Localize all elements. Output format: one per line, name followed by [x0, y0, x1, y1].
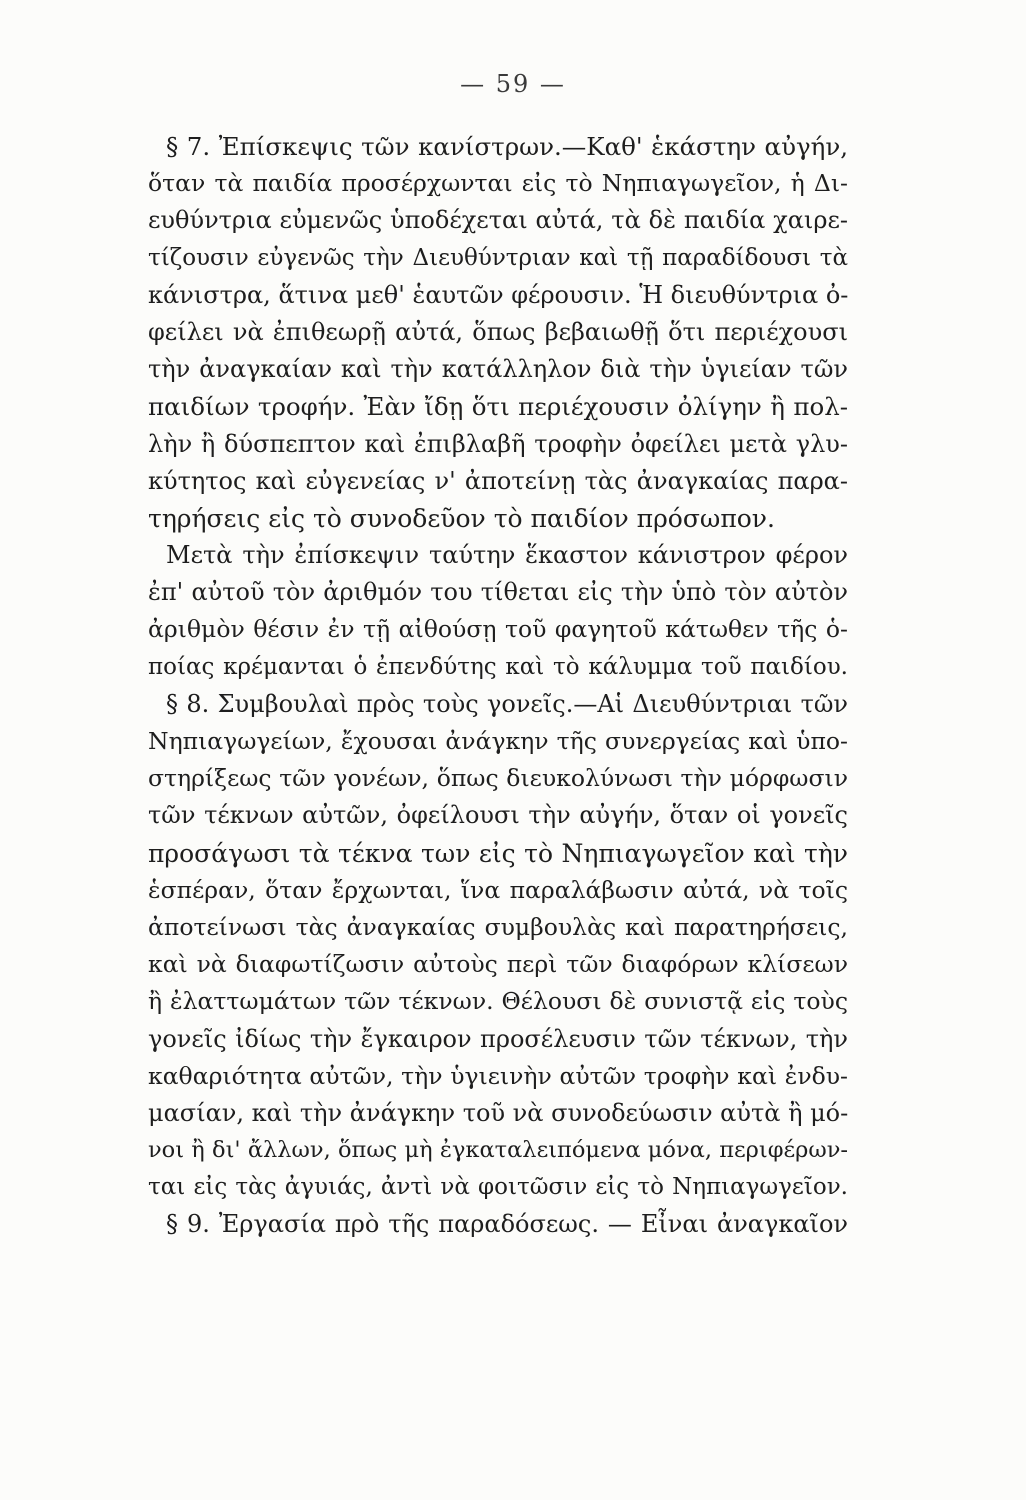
text-line: παιδίων τροφήν. Ἐὰν ἴδῃ ὅτι περιέχουσιν ὀλίγην ἢ πολ-	[148, 392, 848, 422]
text-line: τηρήσεις εἰς τὸ συνοδεῦον τὸ παιδίον πρόσωπον.	[148, 503, 775, 533]
text-line: § 8. Συμβουλαὶ πρὸς τοὺς γονεῖς.—Αἱ Διευθύντριαι τῶν	[166, 689, 848, 718]
text-line: καὶ νὰ διαφωτίζωσιν αὐτοὺς περὶ τῶν διαφόρων κλίσεων	[148, 950, 848, 979]
text-line: Νηπιαγωγείων, ἔχουσαι ἀνάγκην τῆς συνεργείας καὶ ὑπο-	[148, 727, 848, 755]
text-line: ἢ ἐλαττωμάτων τῶν τέκνων. Θέλουσι δὲ συνιστᾷ εἰς τοὺς	[148, 987, 848, 1016]
text-line: λὴν ἢ δύσπεπτον καὶ ἐπιβλαβῆ τροφὴν ὀφείλει μετὰ γλυ-	[148, 429, 848, 458]
text-line: κάνιστρα, ἅτινα μεθ' ἑαυτῶν φέρουσιν. Ἡ διευθύντρια ὀ-	[148, 280, 849, 309]
text-line: ἀριθμὸν θέσιν ἐν τῇ αἰθούσῃ τοῦ φαγητοῦ κάτωθεν τῆς ὁ-	[148, 615, 848, 644]
text-line: § 9. Ἐργασία πρὸ τῆς παραδόσεως. — Εἶναι ἀναγκαῖον	[166, 1210, 848, 1239]
text-line: ται εἰς τὰς ἀγυιάς, ἀντὶ νὰ φοιτῶσιν εἰς τὸ Νηπιαγωγεῖον.	[148, 1174, 848, 1201]
text-line: ευθύντρια εὐμενῶς ὑποδέχεται αὐτά, τὰ δὲ παιδία χαιρε-	[148, 206, 848, 235]
text-line: ἑσπέραν, ὅταν ἔρχωνται, ἵνα παραλάβωσιν αὐτά, νὰ τοῖς	[148, 875, 848, 904]
text-line: τὴν ἀναγκαίαν καὶ τὴν κατάλληλον διὰ τὴν ὑγιείαν τῶν	[148, 355, 848, 384]
text-line: καθαριότητα αὐτῶν, τὴν ὑγιεινὴν αὐτῶν τροφὴν καὶ ἐνδυ-	[148, 1061, 848, 1090]
text-line: ἀποτείνωσι τὰς ἀναγκαίας συμβουλὰς καὶ παρατηρήσεις,	[148, 912, 848, 941]
page-number: — 59 —	[460, 70, 566, 98]
text-line: προσάγωσι τὰ τέκνα των εἰς τὸ Νηπιαγωγεῖον καὶ τὴν	[148, 838, 848, 868]
text-line: τῶν τέκνων αὐτῶν, ὀφείλουσι τὴν αὐγήν, ὅταν οἱ γονεῖς	[148, 801, 848, 830]
text-line: Μετὰ τὴν ἐπίσκεψιν ταύτην ἕκαστον κάνιστρον φέρον	[166, 541, 848, 570]
text-line: νοι ἢ δι' ἄλλων, ὅπως μὴ ἐγκαταλειπόμενα μόνα, περιφέρων-	[148, 1137, 848, 1164]
text-line: ὅταν τὰ παιδία προσέρχωνται εἰς τὸ Νηπιαγωγεῖον, ἡ Δι-	[148, 169, 848, 198]
text-line: φείλει νὰ ἐπιθεωρῇ αὐτά, ὅπως βεβαιωθῇ ὅτι περιέχουσι	[148, 317, 848, 346]
text-line: μασίαν, καὶ τὴν ἀνάγκην τοῦ νὰ συνοδεύωσιν αὐτὰ ἢ μό-	[148, 1098, 849, 1127]
text-line: γονεῖς ἰδίως τὴν ἔγκαιρον προσέλευσιν τῶν τέκνων, τὴν	[148, 1024, 848, 1053]
text-line: ἐπ' αὐτοῦ τὸν ἀριθμόν του τίθεται εἰς τὴν ὑπὸ τὸν αὐτὸν	[148, 578, 848, 607]
text-line: § 7. Ἐπίσκεψις τῶν κανίστρων.—Καθ' ἑκάστην αὐγήν,	[166, 132, 848, 161]
text-line: κύτητος καὶ εὐγενείας ν' ἀποτείνῃ τὰς ἀναγκαίας παρα-	[148, 466, 848, 495]
text-line: τίζουσιν εὐγενῶς τὴν Διευθύντριαν καὶ τῇ παραδίδουσι τὰ	[148, 244, 848, 271]
text-line: στηρίξεως τῶν γονέων, ὅπως διευκολύνωσι τὴν μόρφωσιν	[148, 764, 848, 793]
text-line: ποίας κρέμανται ὁ ἐπενδύτης καὶ τὸ κάλυμμα τοῦ παιδίου.	[148, 653, 848, 680]
body-text	[148, 128, 848, 1244]
